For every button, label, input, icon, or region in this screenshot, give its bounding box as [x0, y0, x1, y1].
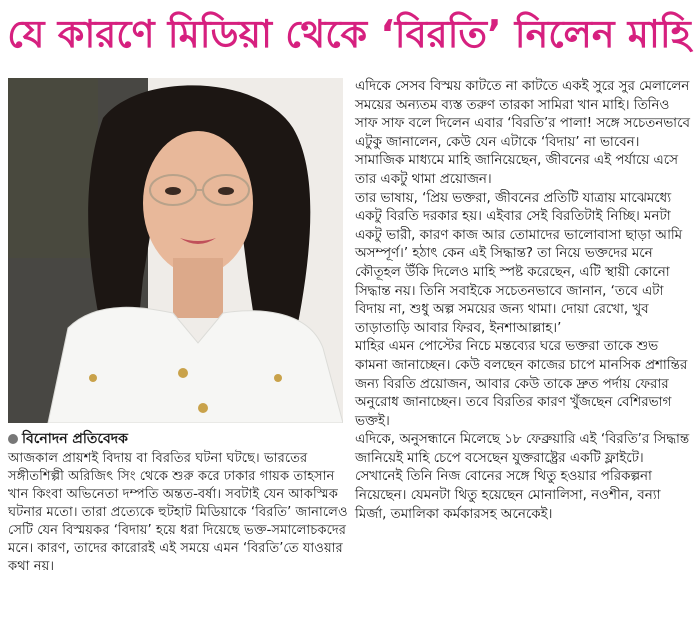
paragraph-2: তার ভাষায়, ‘প্রিয় ভক্তরা, জীবনের প্রতিটি যাত্রায় মাঝেমধ্যে একটু বিরতি দরকার হয়। এইবার সেই বিরতিটাই নিচ্ছি। মনটা একটু ভারী, কারণ কাজ আর তোমাদের ভালোবাসা ছাড়া আমি অসম্পূর্ণ।’ হঠাৎ কেন এই সিদ্ধান্ত? তা নিয়ে ভক্তদের মনে কৌতূহল উঁকি দিলেও মাহি স্পষ্ট করেছেন, এটি স্থায়ী কোনো সিদ্ধান্ত নয়। তিনি সবাইকে সচেতনভাবে জানান, ‘তবে এটা বিদায় না, শুধু অল্প সময়ের জন্য থামা। দোয়া রেখো, খুব তাড়াতাড়ি আবার ফিরব, ইনশাআল্লাহ।’ [355, 190, 683, 336]
article-photo [8, 78, 343, 423]
paragraph-4: এদিকে, অনুসন্ধানে মিলেছে ১৮ ফেব্রুয়ারি এই ‘বিরতি’র সিদ্ধান্ত জানিয়েই মাহি চেপে বসেছেন যুক্তরাষ্ট্রের একটি ফ্লাইটে। সেখানেই তিনি নিজ বোনের সঙ্গে থিতু হওয়ার পরিকল্পনা নিয়েছেন। যেমনটা থিতু হয়েছেন মোনালিসা, নওশীন, বন্যা মির্জা, তমালিকা কর্মকারসহ অনেকেই। [355, 432, 690, 522]
byline [8, 430, 348, 448]
right-column [355, 78, 690, 524]
portrait-image [8, 78, 343, 423]
bullet-icon [8, 434, 18, 444]
paragraph-1: এদিকে সেসব বিস্ময় কাটতে না কাটতে একই সুরে সুর মেলালেন সময়ের অন্যতম ব্যস্ত তরুণ তারকা সামিরা খান মাহি। তিনিও সাফ সাফ বলে দিলেন এবার ‘বিরতি’র পালা! সঙ্গে সচেতনভাবে এটুকু জানালেন, কেউ যেন এটাকে ‘বিদায়’ না ভাবেন। সামাজিক মাধ্যমে মাহি জানিয়েছেন, জীবনের এই পর্যায়ে এসে তার একটু থামা প্রয়োজন। [355, 79, 690, 187]
paragraph-3: মাহির এমন পোস্টের নিচে মন্তব্যের ঘরে ভক্তরা তাকে শুভ কামনা জানাচ্ছেন। কেউ বলছেন কাজের চাপে মানসিক প্রশান্তির জন্য বিরতি প্রয়োজন, আবার কেউ তাকে দ্রুত পর্দায় ফেরার অনুরোধ জানাচ্ছেন। তবে বিরতির কারণ খুঁজছেন বেশিরভাগ ভক্তই। [355, 339, 688, 429]
left-column [8, 430, 348, 576]
headline: যে কারণে মিডিয়া থেকে ‘বিরতি’ নিলেন মাহি [7, 12, 691, 56]
left-paragraph: আজকাল প্রায়শই বিদায় বা বিরতির ঘটনা ঘটছে। ভারতের সঙ্গীতশিল্পী অরিজিৎ সিং থেকে শুরু করে ঢাকার গায়ক তাহসান খান কিংবা অভিনেতা দম্পতি অন্তত-বর্ষা। সবটাই যেন আকস্মিক ঘটনার মতো। তারা প্রত্যেকে হুটহাট মিডিয়াকে ‘বিরতি’ জানালেও সেটি যেন বিস্ময়কর ‘বিদায়’ হয়ে ধরা দিয়েছে ভক্ত-সমালোচকদের মনে। কারণ, তাদের কারোরই এই সময়ে এমন ‘বিরতি’তে যাওয়ার কথা নয়। [8, 451, 348, 574]
byline-text: বিনোদন প্রতিবেদক [22, 431, 128, 447]
